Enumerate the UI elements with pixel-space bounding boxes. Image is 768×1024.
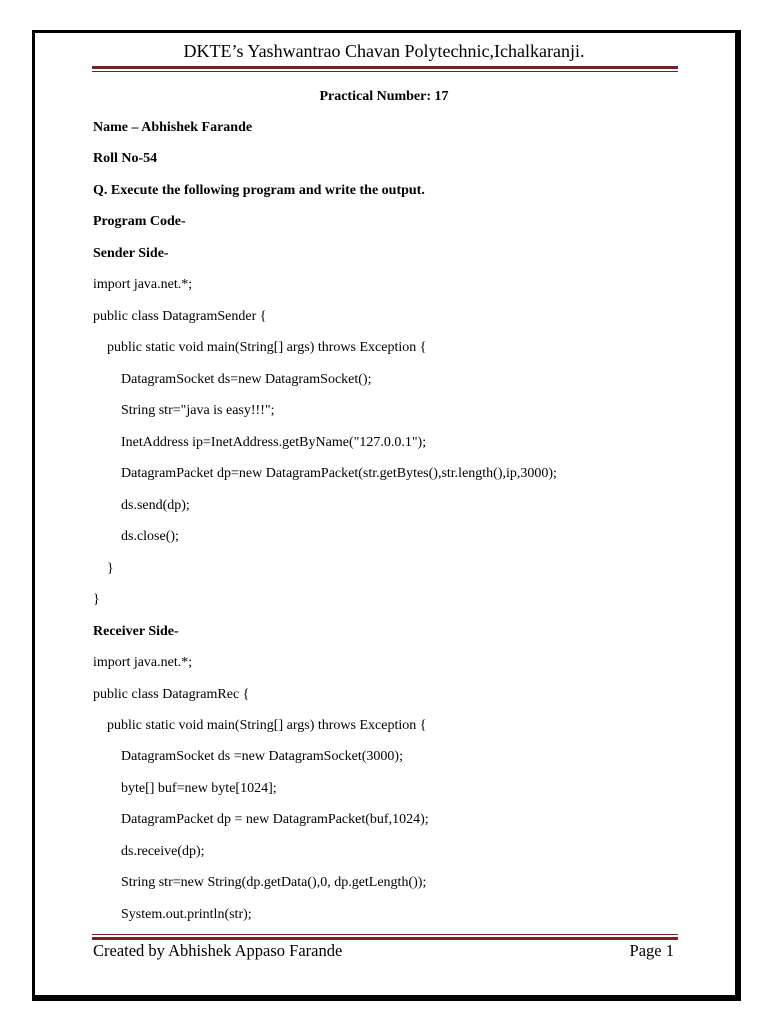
roll-number: Roll No-54 (93, 151, 158, 166)
code-line: ds.receive(dp); (93, 844, 205, 859)
code-line: import java.net.*; (93, 277, 193, 292)
code-line: ds.close(); (93, 529, 179, 544)
code-line: DatagramPacket dp = new DatagramPacket(buf,1024); (93, 812, 429, 827)
code-line: System.out.println(str); (93, 907, 252, 922)
question: Q. Execute the following program and write the output. (93, 183, 425, 198)
footer-author: Created by Abhishek Appaso Farande (93, 941, 343, 960)
code-line: ds.send(dp); (93, 498, 190, 513)
code-line: InetAddress ip=InetAddress.getByName("127.0.0.1"); (93, 435, 427, 450)
code-line: public static void main(String[] args) throws Exception { (93, 340, 427, 355)
code-line: public static void main(String[] args) throws Exception { (93, 718, 427, 733)
receiver-heading: Receiver Side- (93, 624, 179, 639)
code-line: String str="java is easy!!!"; (93, 403, 275, 418)
footer-rule (92, 934, 678, 940)
header-rule (92, 66, 678, 72)
code-line: public class DatagramRec { (93, 687, 250, 702)
code-line: DatagramSocket ds=new DatagramSocket(); (93, 372, 372, 387)
header-title: DKTE’s Yashwantrao Chavan Polytechnic,Ichalkaranji. (183, 41, 585, 61)
code-line: String str=new String(dp.getData(),0, dp.getLength()); (93, 875, 427, 890)
code-line: } (93, 592, 100, 607)
code-line: DatagramPacket dp=new DatagramPacket(str.getBytes(),str.length(),ip,3000); (93, 466, 557, 481)
sender-heading: Sender Side- (93, 246, 169, 261)
code-line: byte[] buf=new byte[1024]; (93, 781, 277, 796)
student-name: Name – Abhishek Farande (93, 120, 253, 135)
code-line: } (93, 561, 114, 576)
footer-page-number: Page 1 (629, 941, 674, 960)
code-line: DatagramSocket ds =new DatagramSocket(3000); (93, 749, 403, 764)
code-line: import java.net.*; (93, 655, 193, 670)
practical-number: Practical Number: 17 (319, 89, 449, 104)
program-heading: Program Code- (93, 214, 186, 229)
code-line: public class DatagramSender { (93, 309, 267, 324)
